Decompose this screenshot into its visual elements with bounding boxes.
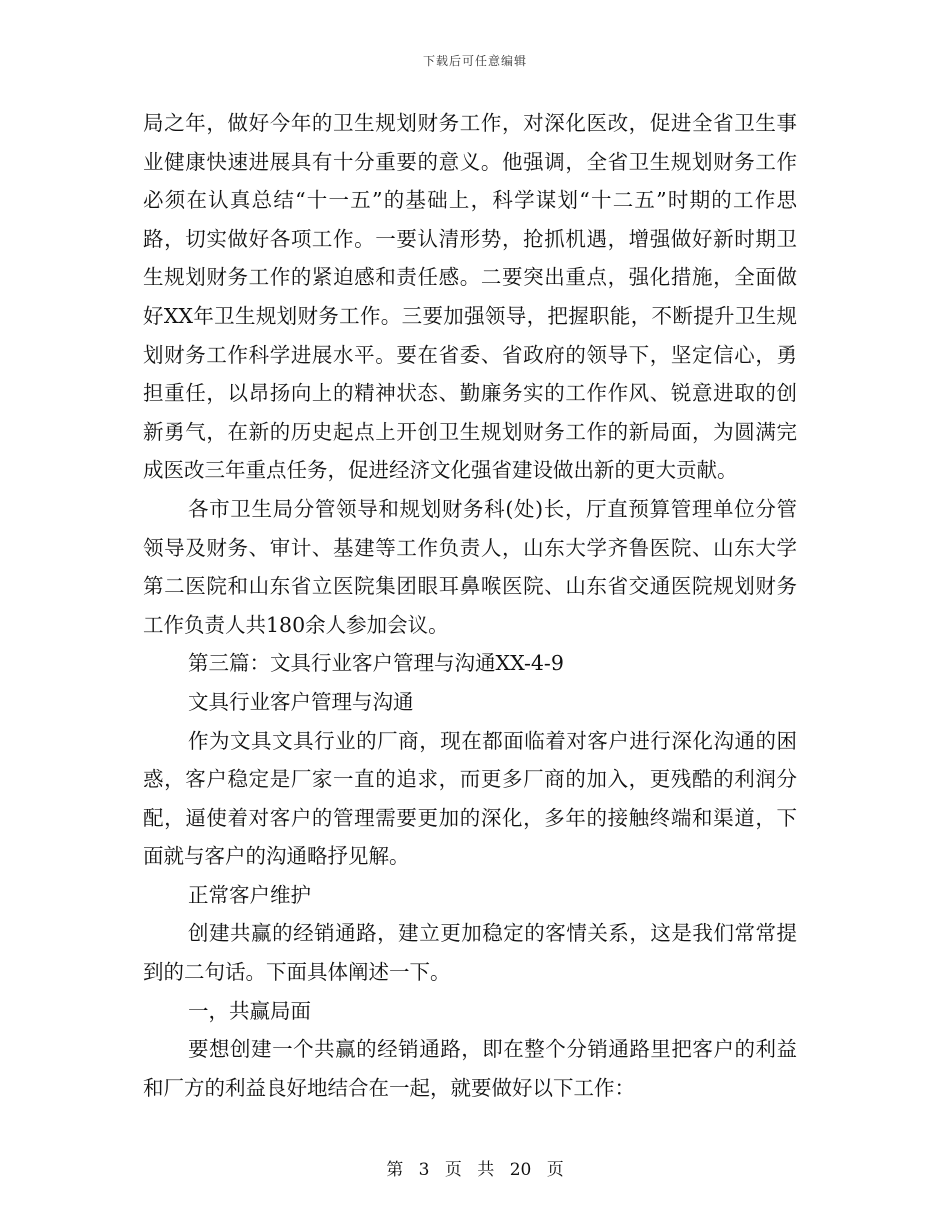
paragraph-win-win-detail: 要想创建一个共赢的经销通路，即在整个分销通路里把客户的利益和厂方的利益良好地结合在一起，就要做好以下工作：	[143, 1037, 797, 1100]
paragraph-attendees: 各市卫生局分管领导和规划财务科(处)长，厅直预算管理单位分管领导及财务、审计、基建等工作负责人，山东大学齐鲁医院、山东大学第二医院和山东省立医院集团眼耳鼻喉医院、山东省交通医院规划财务工作负责人共180余人参加会议。	[143, 496, 797, 637]
subheading-customer-maintenance: 正常客户维护	[188, 882, 311, 907]
article-title: 文具行业客户管理与沟通	[188, 689, 414, 714]
page-header: 下载后可任意编辑	[422, 54, 527, 68]
document-body	[143, 104, 797, 1107]
subheading-win-win: 一，共赢局面	[188, 998, 311, 1023]
paragraph-win-win-channel: 创建共赢的经销通路，建立更加稳定的客情关系，这是我们常常提到的二句话。下面具体阐述一下。	[143, 921, 797, 985]
paragraph-intro: 作为文具文具行业的厂商，现在都面临着对客户进行深化沟通的困惑，客户稳定是厂家一直的追求，而更多厂商的加入，更残酷的利润分配，逼使着对客户的管理需要更加的深化，多年的接触终端和渠道，下面就与客户的沟通略抒见解。	[143, 728, 797, 869]
page-number: 第 3 页 共 20 页	[386, 1160, 564, 1180]
paragraph-continuation: 局之年，做好今年的卫生规划财务工作，对深化医改，促进全省卫生事业健康快速进展具有十分重要的意义。他强调，全省卫生规划财务工作必须在认真总结“十一五”的基础上，科学谋划“十二五”时期的工作思路，切实做好各项工作。一要认清形势，抢抓机遇，增强做好新时期卫生规划财务工作的紧迫感和责任感。二要突出重点，强化措施，全面做好XX年卫生规划财务工作。三要加强领导，把握职能，不断提升卫生规划财务工作科学进展水平。要在省委、省政府的领导下，坚定信心，勇担重任，以昂扬向上的精神状态、勤廉务实的工作作风、锐意进取的创新勇气，在新的历史起点上开创卫生规划财务工作的新局面，为圆满完成医改三年重点任务，促进经济文化强省建设做出新的更大贡献。	[143, 111, 797, 483]
section-heading-part-three: 第三篇：文具行业客户管理与沟通XX-4-9	[188, 651, 564, 676]
